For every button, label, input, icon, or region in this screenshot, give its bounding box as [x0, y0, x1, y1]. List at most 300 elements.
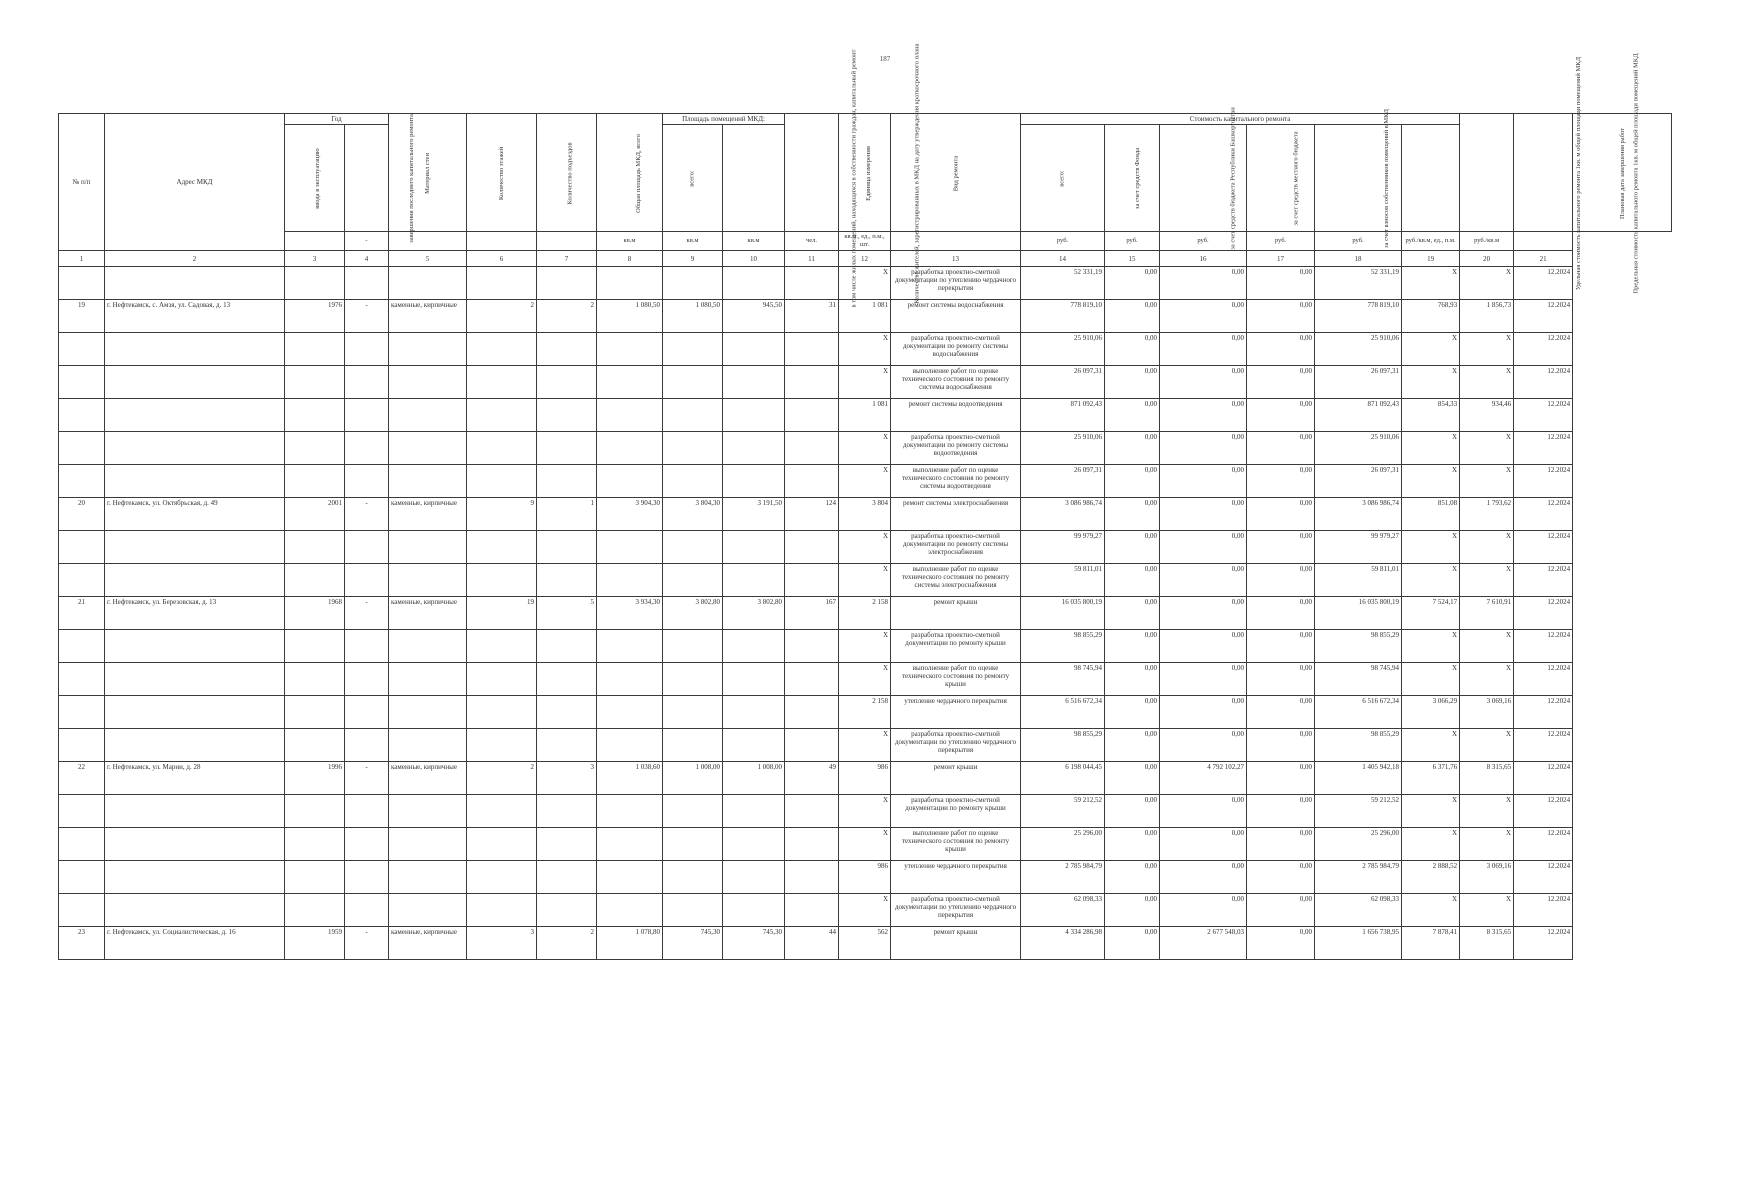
cell-rep: 0,00: [1160, 333, 1247, 366]
cell-date: 12.2024: [1514, 498, 1573, 531]
cell-rep: 0,00: [1160, 564, 1247, 597]
unit-cell: [285, 232, 345, 251]
cell-p2: 3 191,50: [723, 498, 785, 531]
cell-address: [105, 630, 285, 663]
cell-ent: [537, 894, 597, 927]
cell-n: [59, 729, 105, 762]
cell-fl: [467, 729, 537, 762]
cell-work: утепление чердачного перекрытия: [891, 696, 1021, 729]
cell-y1: [285, 564, 345, 597]
cell-area: 1 038,60: [597, 762, 663, 795]
cell-y2: [345, 465, 389, 498]
cell-mat: [389, 696, 467, 729]
cell-uc: X: [1402, 564, 1460, 597]
cell-address: [105, 663, 285, 696]
cell-area: [597, 696, 663, 729]
cell-total: 98 855,29: [1021, 630, 1105, 663]
cell-fund: 0,00: [1105, 498, 1160, 531]
cell-own: 25 910,06: [1315, 333, 1402, 366]
cell-n: [59, 366, 105, 399]
cell-mc: X: [1460, 333, 1514, 366]
table-row: [59, 828, 1672, 861]
col-premises-residential-header: в том числе жилых помещений, находящихся в собственности граждан, капитальный ремонт: [723, 125, 785, 232]
cell-uc: X: [1402, 333, 1460, 366]
cell-rep: 0,00: [1160, 729, 1247, 762]
cell-work: разработка проектно-сметной документации по утеплению чердачного перекрытия: [891, 894, 1021, 927]
cell-rep: 0,00: [1160, 498, 1247, 531]
cell-p1: [663, 630, 723, 663]
unit-cell: -: [345, 232, 389, 251]
column-number-cell: 12: [839, 251, 891, 267]
cell-loc: 0,00: [1247, 399, 1315, 432]
cell-loc: 0,00: [1247, 894, 1315, 927]
cell-y2: [345, 333, 389, 366]
column-number-cell: 15: [1105, 251, 1160, 267]
table-row: [59, 729, 1672, 762]
cell-res: [785, 795, 839, 828]
cell-mat: [389, 399, 467, 432]
cell-fl: [467, 861, 537, 894]
cell-loc: 0,00: [1247, 432, 1315, 465]
cell-mc: X: [1460, 366, 1514, 399]
cell-y1: 2001: [285, 498, 345, 531]
cell-work: разработка проектно-сметной документации по утеплению чердачного перекрытия: [891, 267, 1021, 300]
cell-date: 12.2024: [1514, 630, 1573, 663]
cell-unit: X: [839, 828, 891, 861]
cell-fund: 0,00: [1105, 300, 1160, 333]
cell-work: ремонт крыши: [891, 762, 1021, 795]
cell-res: [785, 696, 839, 729]
cell-fl: [467, 663, 537, 696]
cell-area: [597, 630, 663, 663]
cell-mc: 3 069,16: [1460, 696, 1514, 729]
cell-p1: [663, 531, 723, 564]
cell-rep: 0,00: [1160, 696, 1247, 729]
cell-y2: [345, 894, 389, 927]
column-number-cell: 14: [1021, 251, 1105, 267]
cell-area: [597, 333, 663, 366]
cell-mat: [389, 465, 467, 498]
column-number-cell: 3: [285, 251, 345, 267]
cell-own: 25 296,00: [1315, 828, 1402, 861]
cell-work: выполнение работ по оценке технического состояния по ремонту системы водоотведения: [891, 465, 1021, 498]
cell-date: 12.2024: [1514, 729, 1573, 762]
table-row: [59, 333, 1672, 366]
cell-fl: 19: [467, 597, 537, 630]
cell-n: [59, 267, 105, 300]
units-row: [59, 232, 1672, 251]
cell-mc: 8 315,65: [1460, 762, 1514, 795]
cell-ent: [537, 531, 597, 564]
cell-uc: 851,08: [1402, 498, 1460, 531]
cell-y2: [345, 696, 389, 729]
cell-ent: 3: [537, 762, 597, 795]
column-number-cell: 10: [723, 251, 785, 267]
cell-mat: [389, 366, 467, 399]
cell-unit: X: [839, 366, 891, 399]
cell-p2: [723, 333, 785, 366]
cell-y2: [345, 729, 389, 762]
cell-y2: [345, 399, 389, 432]
cell-p2: [723, 828, 785, 861]
cell-res: [785, 399, 839, 432]
cell-address: [105, 795, 285, 828]
col-year-last-repair-header: завершения последнего капитального ремонта: [345, 125, 389, 232]
cell-mc: X: [1460, 729, 1514, 762]
cell-unit: 2 158: [839, 597, 891, 630]
cell-res: 167: [785, 597, 839, 630]
cell-n: [59, 861, 105, 894]
cell-total: 99 979,27: [1021, 531, 1105, 564]
cell-y2: [345, 795, 389, 828]
cell-mat: [389, 795, 467, 828]
cell-total: 871 092,43: [1021, 399, 1105, 432]
cell-unit: X: [839, 795, 891, 828]
unit-cell: руб.: [1160, 232, 1247, 251]
cell-fund: 0,00: [1105, 663, 1160, 696]
cell-y1: [285, 729, 345, 762]
cell-rep: 0,00: [1160, 630, 1247, 663]
cell-p1: [663, 861, 723, 894]
cell-n: [59, 333, 105, 366]
cell-fl: [467, 333, 537, 366]
cell-p2: 3 802,80: [723, 597, 785, 630]
cell-ent: [537, 465, 597, 498]
table-body: [59, 267, 1672, 960]
column-numbers-row: [59, 251, 1672, 267]
cell-y2: [345, 267, 389, 300]
cell-own: 98 745,94: [1315, 663, 1402, 696]
cell-fl: [467, 894, 537, 927]
cell-y2: [345, 531, 389, 564]
cell-work: разработка проектно-сметной документации по ремонту системы электроснабжения: [891, 531, 1021, 564]
cell-p1: [663, 795, 723, 828]
cell-date: 12.2024: [1514, 531, 1573, 564]
cell-rep: 0,00: [1160, 531, 1247, 564]
cell-date: 12.2024: [1514, 894, 1573, 927]
cell-address: [105, 399, 285, 432]
cell-res: [785, 267, 839, 300]
cell-p2: [723, 465, 785, 498]
cell-address: г. Нефтекамск, ул. Березовская, д. 13: [105, 597, 285, 630]
col-cost-local-header: за счет средств местного бюджета: [1247, 125, 1315, 232]
cell-p2: 945,50: [723, 300, 785, 333]
cell-own: 871 092,43: [1315, 399, 1402, 432]
cell-y1: 1959: [285, 927, 345, 960]
cell-mat: [389, 729, 467, 762]
cell-total: 25 910,06: [1021, 432, 1105, 465]
cell-fl: [467, 366, 537, 399]
cell-y2: -: [345, 498, 389, 531]
column-number-cell: 8: [597, 251, 663, 267]
cell-total: 778 819,10: [1021, 300, 1105, 333]
cell-area: [597, 564, 663, 597]
cell-y2: -: [345, 300, 389, 333]
cell-unit: X: [839, 432, 891, 465]
cell-total: 59 811,01: [1021, 564, 1105, 597]
cell-p1: [663, 267, 723, 300]
column-number-cell: 13: [891, 251, 1021, 267]
col-unit-cost-header: Удельная стоимость капитального ремонта 1кв. м общей площади помещений МКД: [1460, 114, 1514, 232]
cell-area: 1 078,80: [597, 927, 663, 960]
unit-cell: руб.: [1105, 232, 1160, 251]
cell-p2: [723, 696, 785, 729]
cell-p2: [723, 894, 785, 927]
table-row: [59, 465, 1672, 498]
cell-rep: 0,00: [1160, 828, 1247, 861]
column-number-cell: 7: [537, 251, 597, 267]
col-material-header: Материал стен: [389, 114, 467, 232]
cell-own: 59 212,52: [1315, 795, 1402, 828]
cell-fl: [467, 795, 537, 828]
table-row: [59, 432, 1672, 465]
cell-work: выполнение работ по оценке технического состояния по ремонту системы водоснабжения: [891, 366, 1021, 399]
cell-res: [785, 663, 839, 696]
cell-fund: 0,00: [1105, 597, 1160, 630]
cell-y2: -: [345, 597, 389, 630]
cell-res: [785, 531, 839, 564]
unit-cell: [1514, 232, 1573, 251]
cell-rep: 0,00: [1160, 465, 1247, 498]
col-premises-total-header: всего:: [663, 125, 723, 232]
cell-res: [785, 630, 839, 663]
cell-own: 1 656 738,95: [1315, 927, 1402, 960]
unit-cell: [891, 232, 1021, 251]
col-residents-header: Количество жителей, зарегистрированных в МКД на дату утверждения краткосрочного плана: [785, 114, 839, 232]
cell-p1: [663, 465, 723, 498]
cell-mc: 1 793,62: [1460, 498, 1514, 531]
column-number-cell: 6: [467, 251, 537, 267]
cell-work: разработка проектно-сметной документации по ремонту системы водоснабжения: [891, 333, 1021, 366]
cell-res: [785, 894, 839, 927]
cell-date: 12.2024: [1514, 564, 1573, 597]
cell-n: 23: [59, 927, 105, 960]
cell-mc: X: [1460, 531, 1514, 564]
cell-mat: [389, 267, 467, 300]
cell-n: [59, 663, 105, 696]
header-row-1: [59, 114, 1672, 125]
cell-mc: 8 315,65: [1460, 927, 1514, 960]
cell-mc: X: [1460, 630, 1514, 663]
cell-address: [105, 894, 285, 927]
cell-y1: [285, 894, 345, 927]
cell-date: 12.2024: [1514, 366, 1573, 399]
col-year-commission-header: ввода в эксплуатацию: [285, 125, 345, 232]
cell-own: 6 516 672,34: [1315, 696, 1402, 729]
cell-work: ремонт системы водоснабжения: [891, 300, 1021, 333]
cell-fund: 0,00: [1105, 795, 1160, 828]
cell-ent: [537, 432, 597, 465]
unit-cell: [467, 232, 537, 251]
cell-work: разработка проектно-сметной документации по утеплению чердачного перекрытия: [891, 729, 1021, 762]
cell-loc: 0,00: [1247, 300, 1315, 333]
cell-p1: [663, 729, 723, 762]
cell-y2: [345, 432, 389, 465]
cell-n: [59, 630, 105, 663]
cell-loc: 0,00: [1247, 696, 1315, 729]
table-row: [59, 498, 1672, 531]
cell-mc: 3 069,16: [1460, 861, 1514, 894]
cell-total: 4 334 286,98: [1021, 927, 1105, 960]
col-cost-fund-header: за счет средств Фонда: [1105, 125, 1160, 232]
cell-y1: [285, 828, 345, 861]
cell-fl: [467, 696, 537, 729]
cell-mat: [389, 861, 467, 894]
cell-p1: [663, 432, 723, 465]
cell-unit: 986: [839, 762, 891, 795]
cell-uc: X: [1402, 795, 1460, 828]
cell-fl: [467, 432, 537, 465]
cell-unit: 1 081: [839, 300, 891, 333]
cell-uc: X: [1402, 630, 1460, 663]
cell-rep: 0,00: [1160, 861, 1247, 894]
cell-own: 26 097,31: [1315, 366, 1402, 399]
col-premises-group-header: Площадь помещений МКД:: [663, 114, 785, 125]
cell-n: 19: [59, 300, 105, 333]
cell-p1: [663, 366, 723, 399]
cell-y1: [285, 333, 345, 366]
cell-n: [59, 432, 105, 465]
cell-rep: 0,00: [1160, 894, 1247, 927]
cell-p2: 1 008,00: [723, 762, 785, 795]
column-number-cell: 11: [785, 251, 839, 267]
cell-unit: X: [839, 729, 891, 762]
col-cost-total-header: всего:: [1021, 125, 1105, 232]
cell-date: 12.2024: [1514, 663, 1573, 696]
cell-ent: 2: [537, 927, 597, 960]
cell-loc: 0,00: [1247, 795, 1315, 828]
cell-fund: 0,00: [1105, 927, 1160, 960]
cell-unit: X: [839, 531, 891, 564]
table-row: [59, 762, 1672, 795]
cell-loc: 0,00: [1247, 366, 1315, 399]
column-number-cell: 20: [1460, 251, 1514, 267]
unit-cell: руб.: [1021, 232, 1105, 251]
cell-ent: [537, 366, 597, 399]
cell-uc: 768,93: [1402, 300, 1460, 333]
cell-total: 25 910,06: [1021, 333, 1105, 366]
cell-total: 3 086 986,74: [1021, 498, 1105, 531]
cell-n: [59, 828, 105, 861]
cell-own: 3 086 986,74: [1315, 498, 1402, 531]
cell-res: 49: [785, 762, 839, 795]
cell-rep: 4 792 102,27: [1160, 762, 1247, 795]
cell-p1: [663, 564, 723, 597]
cell-ent: [537, 333, 597, 366]
cell-mc: 1 856,73: [1460, 300, 1514, 333]
cell-res: [785, 366, 839, 399]
cell-res: [785, 432, 839, 465]
cell-fund: 0,00: [1105, 531, 1160, 564]
cell-y2: -: [345, 762, 389, 795]
cell-fund: 0,00: [1105, 366, 1160, 399]
cell-uc: X: [1402, 465, 1460, 498]
col-entrances-header: Количество подъездов: [537, 114, 597, 232]
cell-work: ремонт крыши: [891, 597, 1021, 630]
cell-res: 31: [785, 300, 839, 333]
cell-address: [105, 267, 285, 300]
cell-work: выполнение работ по оценке технического состояния по ремонту крыши: [891, 663, 1021, 696]
column-number-cell: 9: [663, 251, 723, 267]
cell-area: [597, 828, 663, 861]
cell-res: [785, 861, 839, 894]
cell-area: [597, 861, 663, 894]
cell-y1: [285, 663, 345, 696]
col-unit-header: Единица измерения: [839, 114, 891, 232]
col-n-header: № п/п: [59, 114, 105, 251]
table-row: [59, 696, 1672, 729]
cell-res: [785, 564, 839, 597]
cell-loc: 0,00: [1247, 927, 1315, 960]
cell-address: [105, 861, 285, 894]
cell-p2: [723, 795, 785, 828]
cell-own: 98 855,29: [1315, 729, 1402, 762]
cell-res: [785, 465, 839, 498]
cell-fund: 0,00: [1105, 729, 1160, 762]
cell-fund: 0,00: [1105, 267, 1160, 300]
cell-mat: [389, 531, 467, 564]
cell-n: [59, 894, 105, 927]
cell-unit: X: [839, 894, 891, 927]
cell-mat: [389, 630, 467, 663]
cell-p2: [723, 861, 785, 894]
cell-mat: [389, 663, 467, 696]
cell-y1: 1996: [285, 762, 345, 795]
cell-address: [105, 729, 285, 762]
cell-mc: X: [1460, 267, 1514, 300]
cell-rep: 0,00: [1160, 300, 1247, 333]
cell-y1: 1976: [285, 300, 345, 333]
cell-rep: 2 677 548,03: [1160, 927, 1247, 960]
cell-n: [59, 696, 105, 729]
cell-mc: X: [1460, 564, 1514, 597]
cell-area: 3 934,30: [597, 597, 663, 630]
col-total-area-header: Общая площадь МКД, всего: [597, 114, 663, 232]
col-plan-date-header: Плановая дата завершения работ: [1573, 114, 1672, 232]
cell-mat: [389, 333, 467, 366]
table-row: [59, 894, 1672, 927]
cell-p1: 3 804,30: [663, 498, 723, 531]
cell-unit: X: [839, 465, 891, 498]
cell-date: 12.2024: [1514, 465, 1573, 498]
cell-loc: 0,00: [1247, 663, 1315, 696]
cell-ent: 5: [537, 597, 597, 630]
cell-date: 12.2024: [1514, 861, 1573, 894]
cell-date: 12.2024: [1514, 267, 1573, 300]
cell-address: [105, 696, 285, 729]
cell-own: 62 098,33: [1315, 894, 1402, 927]
cell-mat: [389, 564, 467, 597]
cell-rep: 0,00: [1160, 399, 1247, 432]
cell-loc: 0,00: [1247, 597, 1315, 630]
cell-fl: [467, 267, 537, 300]
cell-fl: [467, 630, 537, 663]
cell-mat: каменные, кирпичные: [389, 300, 467, 333]
cell-own: 52 331,19: [1315, 267, 1402, 300]
cell-address: [105, 333, 285, 366]
cell-total: 98 855,29: [1021, 729, 1105, 762]
cell-total: 98 745,94: [1021, 663, 1105, 696]
cell-date: 12.2024: [1514, 795, 1573, 828]
cell-unit: 2 158: [839, 696, 891, 729]
cell-uc: X: [1402, 432, 1460, 465]
cell-work: разработка проектно-сметной документации по ремонту системы водоотведения: [891, 432, 1021, 465]
column-number-cell: 2: [105, 251, 285, 267]
cell-area: [597, 531, 663, 564]
cell-p1: [663, 333, 723, 366]
cell-loc: 0,00: [1247, 762, 1315, 795]
cell-mc: X: [1460, 465, 1514, 498]
